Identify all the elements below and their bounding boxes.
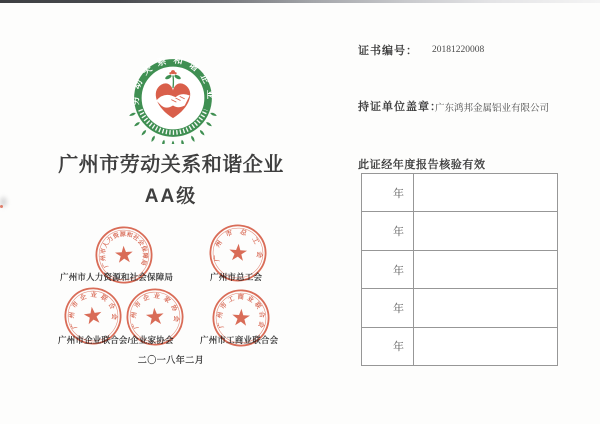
table-row [362, 251, 557, 289]
verification-blank-cell [414, 251, 557, 288]
harmonious-labor-relations-emblem [127, 52, 219, 144]
annual-verification-table [361, 173, 558, 366]
table-row [362, 328, 557, 365]
issuer-label-hr-bureau: 广州市人力资源和社会保障局 [60, 272, 174, 282]
star-icon [229, 243, 248, 261]
issuer-label-trade-union: 广州市总工会 [210, 272, 263, 282]
annual-verification-note: 此证经年度报告核验有效 [358, 159, 486, 171]
svg-text:广州市人力资源和社会保障局: 广州市人力资源和社会保障局 [100, 231, 148, 269]
verification-blank-cell [414, 328, 557, 365]
svg-text:广州市总工会: 广州市总工会 [213, 228, 264, 266]
certificate-right-page [342, 0, 600, 424]
verification-blank-cell [414, 174, 557, 211]
year-cell: 年 [362, 328, 414, 365]
cert-number-value: 20181220008 [432, 45, 485, 55]
svg-text:广州市企业联合会: 广州市企业联合会 [68, 291, 118, 330]
emblem-ring-text: 劳动关系和谐企业 [130, 54, 216, 106]
seal-entrepreneurs-association [122, 284, 187, 349]
year-cell: 年 [362, 289, 414, 326]
cert-number-label: 证书编号： [358, 45, 418, 57]
verification-blank-cell [414, 212, 557, 249]
holder-company-name: 广东鸿邦金属铝业有限公司 [435, 104, 550, 114]
seal-federation-of-trade-unions [206, 221, 270, 285]
verification-blank-cell [414, 289, 557, 326]
table-row [362, 212, 557, 250]
star-icon [115, 245, 134, 263]
seal-enterprise-federation [59, 282, 127, 350]
year-cell: 年 [362, 251, 414, 288]
seal-human-resources-bureau [92, 223, 155, 286]
year-cell: 年 [362, 174, 414, 211]
svg-text:广州市工商业联合会: 广州市工商业联合会 [216, 293, 266, 332]
star-icon [232, 308, 251, 326]
issuer-label-industry-commerce: 广州市工商业联合会 [200, 335, 279, 345]
issuer-label-enterprise-federation: 广州市企业联合会/企业家协会 [58, 335, 174, 345]
year-cell: 年 [362, 212, 414, 249]
seal-federation-of-industry-commerce [209, 286, 272, 349]
holder-seal-label: 持证单位盖章： [358, 101, 442, 113]
certificate-grade: AA级 [144, 186, 198, 207]
issue-date: 二〇一八年二月 [137, 355, 205, 365]
table-row [362, 289, 557, 327]
star-icon [83, 306, 103, 325]
svg-text:广州市企业家协会: 广州市企业家协会 [130, 292, 180, 330]
star-icon [145, 307, 164, 325]
certificate-title: 广州市劳动关系和谐企业 [58, 154, 284, 176]
table-row [362, 174, 557, 212]
